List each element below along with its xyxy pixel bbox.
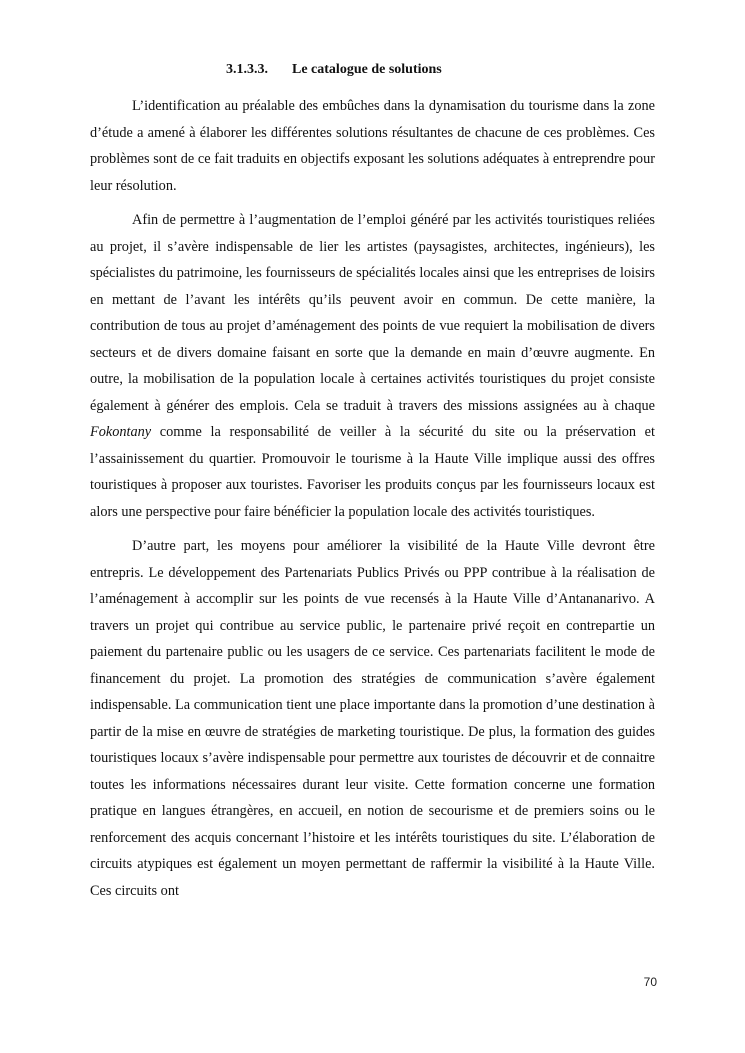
fokontany-term: Fokontany [90,424,152,440]
body-text [90,93,655,912]
paragraph-2-part-1: Afin de permettre à l’augmentation de l’emploi généré par les activités touristiques reliées au projet, il s’avère indispensable de lier les artistes (paysagistes, architectes, ingénieurs), les spécialistes du patrimoine, les fournisseurs de spécialités locales ainsi que les entreprises de loisirs en mettant de l’avant les intérêts qu’ils peuvent avoir en commun. De cette manière, la contribution de tous au projet d’aménagement des points de vue requiert la mobilisation de divers secteurs et de divers domaine faisant en sorte que la demande en main d’œuvre augmente. En outre, la mobilisation de la population locale à certaines activités touristiques du projet consiste également à générer des emplois. Cela se traduit à travers des missions assignées au à chaque [90,212,655,414]
paragraph-2-part-2: comme la responsabilité de veiller à la sécurité du site ou la préservation et l’assainissement du quartier. Promouvoir le tourisme à la Haute Ville implique aussi des offres touristiques à proposer aux touristes. Favoriser les produits conçus par les fournisseurs locaux est alors une perspective pour faire bénéficier la population locale des activités touristiques. [90,424,655,520]
section-heading [226,62,442,78]
section-title: Le catalogue de solutions [292,62,442,77]
paragraph-1: L’identification au préalable des embûches dans la dynamisation du tourisme dans la zone d’étude a amené à élaborer les différentes solutions résultantes de chacune de ces problèmes. Ces problèmes sont de ce fait traduits en objectifs exposant les solutions adéquates à entreprendre pour leur résolution. [90,98,655,194]
paragraph-3: D’autre part, les moyens pour améliorer la visibilité de la Haute Ville devront être entrepris. Le développement des Partenariats Publics Privés ou PPP contribue à la réalisation de l’aménagement à accomplir sur les points de vue recensés à la Haute Ville d’Antananarivo. A travers un projet qui contribue au service public, le partenaire privé reçoit en contrepartie un paiement du partenaire public ou les usagers de ce service. Ces partenariats facilitent le mode de financement du projet. La promotion des stratégies de communication s’avère également indispensable. La communication tient une place importante dans la promotion d’une destination à partir de la mise en œuvre de stratégies de marketing touristique. De plus, la formation des guides touristiques locaux s’avère indispensable pour permettre aux touristes de découvrir et de connaitre toutes les informations nécessaires durant leur visite. Cette formation concerne une formation pratique en langues étrangères, en accueil, en notion de secourisme et de premiers soins ou le renforcement des acquis concernant l’histoire et les intérêts touristiques du site. L’élaboration de circuits atypiques est également un moyen permettant de raffermir la visibilité à la Haute Ville. Ces circuits ont [90,538,655,899]
section-number: 3.1.3.3. [226,62,268,77]
page-number: 70 [643,975,657,989]
paragraph-2 [90,207,655,525]
